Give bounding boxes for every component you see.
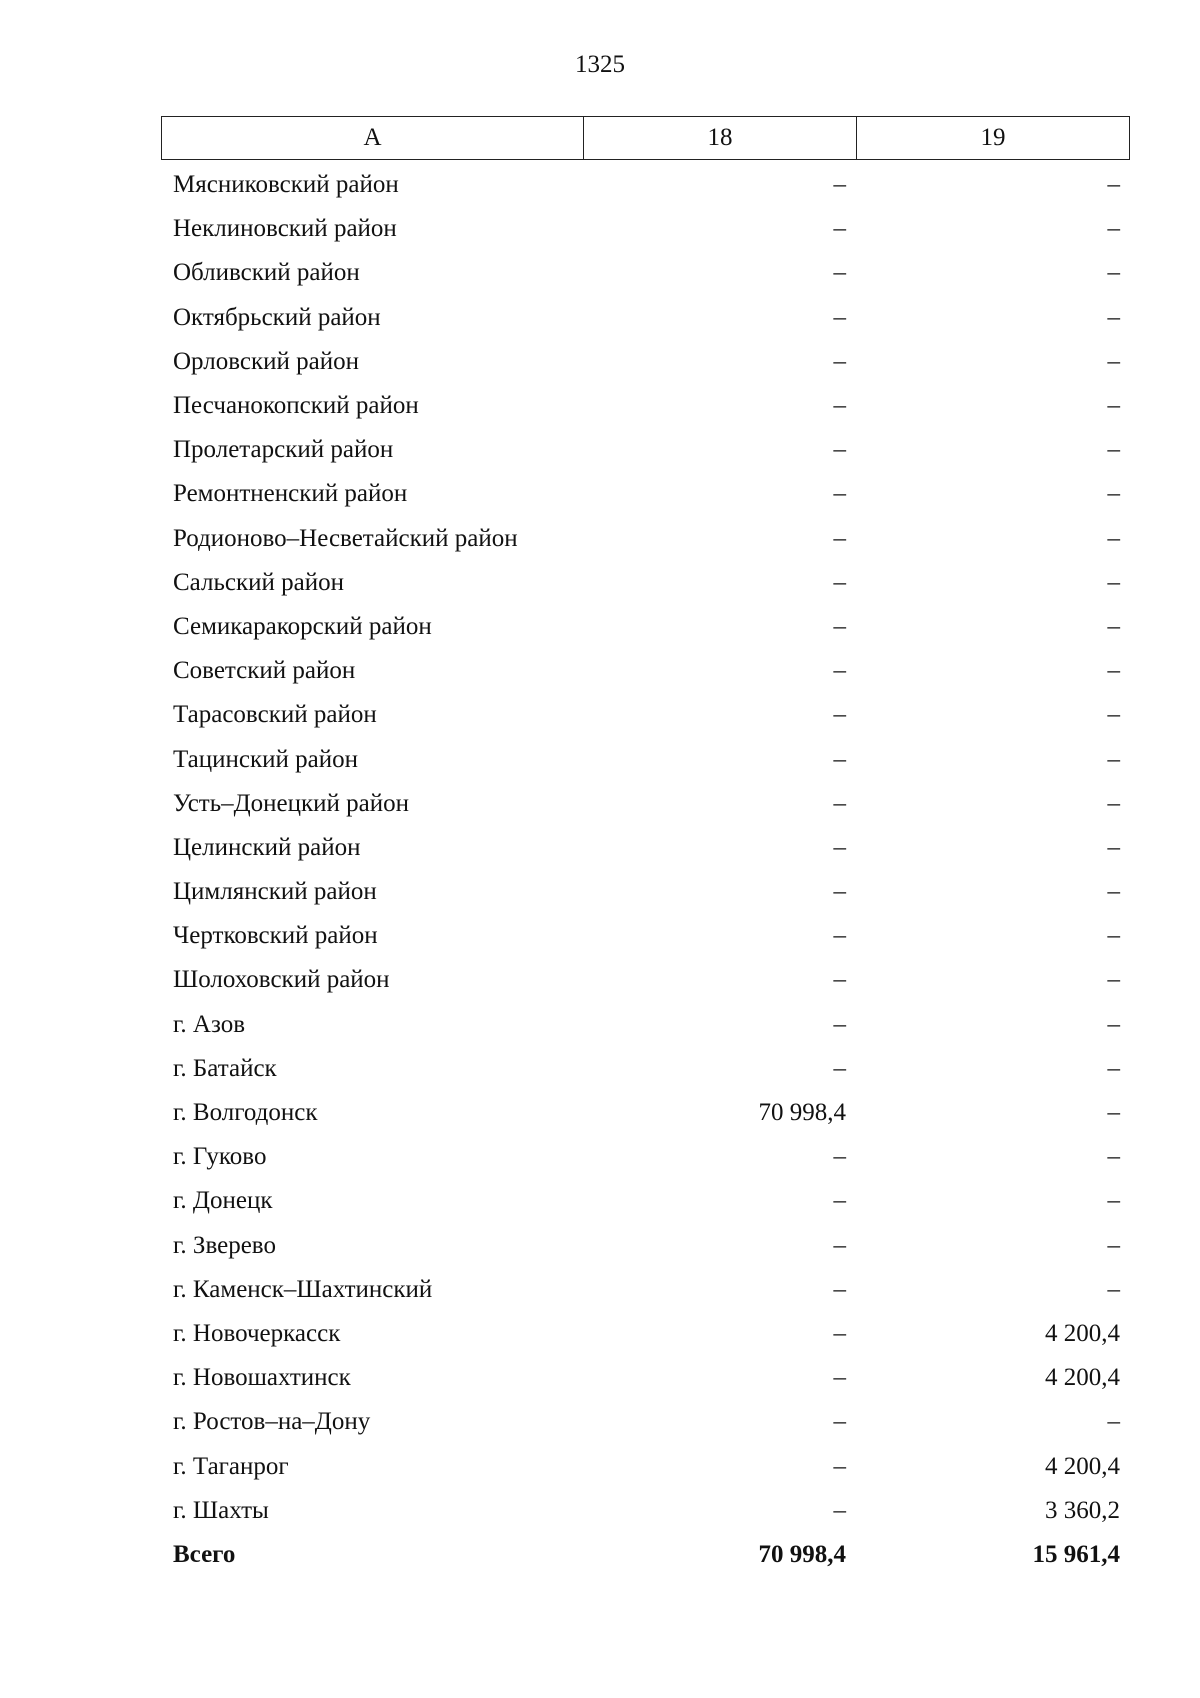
value-col-19: – [1107,1099,1120,1127]
row-name: Шолоховский район [173,966,390,994]
table-row [161,826,1130,870]
table-row [161,472,1130,516]
value-col-19: – [1107,171,1120,199]
value-col-19: – [1107,480,1120,508]
table-row [161,1489,1130,1533]
value-col-18: – [833,303,846,331]
table-row [161,1047,1130,1091]
value-col-18: – [833,215,846,243]
value-col-19: – [1107,833,1120,861]
total-row [161,1533,1130,1577]
row-name: Целинский район [173,833,361,861]
value-col-19: – [1107,966,1120,994]
value-col-18: 70 998,4 [758,1540,846,1568]
value-col-18: – [833,1231,846,1259]
table-row [161,1003,1130,1047]
table-row [161,1268,1130,1312]
value-col-19: – [1107,436,1120,464]
value-col-19: – [1107,1231,1120,1259]
value-col-19: – [1107,1187,1120,1215]
value-col-18: – [833,392,846,420]
value-col-18: – [833,1496,846,1524]
row-name: Советский район [173,657,356,685]
value-col-19: 4 200,4 [1045,1319,1120,1347]
table-row [161,296,1130,340]
table-header [161,116,1130,160]
value-col-19: – [1107,1408,1120,1436]
value-col-19: 4 200,4 [1045,1452,1120,1480]
value-col-18: – [833,833,846,861]
value-col-19: – [1107,259,1120,287]
value-col-18: 70 998,4 [758,1099,846,1127]
value-col-18: – [833,1143,846,1171]
row-name: Тацинский район [173,745,358,773]
value-col-18: – [833,568,846,596]
table-row [161,163,1130,207]
row-name: г. Батайск [173,1054,277,1082]
value-col-18: – [833,966,846,994]
value-col-19: 15 961,4 [1032,1540,1120,1568]
row-name: г. Шахты [173,1496,269,1524]
value-col-18: – [833,259,846,287]
value-col-19: – [1107,701,1120,729]
table-row [161,340,1130,384]
row-name: г. Азов [173,1010,246,1038]
value-col-18: – [833,701,846,729]
table-row [161,1224,1130,1268]
table-row [161,1444,1130,1488]
row-name: Неклиновский район [173,215,397,243]
value-col-19: – [1107,1054,1120,1082]
value-col-19: – [1107,745,1120,773]
value-col-19: – [1107,1143,1120,1171]
value-col-18: – [833,789,846,817]
value-col-18: – [833,480,846,508]
value-col-18: – [833,524,846,552]
value-col-19: – [1107,1275,1120,1303]
row-name: г. Зверево [173,1231,276,1259]
row-name: Песчанокопский район [173,392,419,420]
value-col-18: – [833,1275,846,1303]
row-name: г. Ростов–на–Дону [173,1408,371,1436]
row-name: Усть–Донецкий район [173,789,410,817]
row-name: г. Донецк [173,1187,273,1215]
table-row [161,251,1130,295]
row-name: Всего [173,1540,236,1568]
table-row [161,384,1130,428]
value-col-19: – [1107,215,1120,243]
value-col-19: – [1107,922,1120,950]
value-col-18: – [833,922,846,950]
value-col-19: 4 200,4 [1045,1364,1120,1392]
row-name: Чертковский район [173,922,378,950]
table-row [161,1135,1130,1179]
value-col-19: – [1107,1010,1120,1038]
table-row [161,1356,1130,1400]
row-name: Родионово–Несветайский район [173,524,518,552]
value-col-18: – [833,436,846,464]
column-header-18: 18 [584,117,857,159]
row-name: Ремонтненский район [173,480,408,508]
table-row [161,428,1130,472]
value-col-18: – [833,1054,846,1082]
value-col-18: – [833,657,846,685]
row-name: г. Новочеркасск [173,1319,341,1347]
row-name: г. Новошахтинск [173,1364,351,1392]
value-col-18: – [833,1010,846,1038]
table-row [161,870,1130,914]
table-row [161,605,1130,649]
table-row [161,1179,1130,1223]
value-col-19: – [1107,657,1120,685]
table-row [161,693,1130,737]
row-name: г. Таганрог [173,1452,289,1480]
value-col-19: – [1107,392,1120,420]
value-col-19: – [1107,524,1120,552]
value-col-18: – [833,1364,846,1392]
table-row [161,914,1130,958]
value-col-19: 3 360,2 [1045,1496,1120,1524]
table-row [161,782,1130,826]
row-name: Тарасовский район [173,701,377,729]
row-name: Сальский район [173,568,344,596]
row-name: Пролетарский район [173,436,394,464]
row-name: Орловский район [173,347,359,375]
row-name: Обливский район [173,259,360,287]
column-header-19: 19 [980,124,1006,151]
value-col-18: – [833,745,846,773]
row-name: Октябрьский район [173,303,381,331]
value-col-19: – [1107,303,1120,331]
table-row [161,1312,1130,1356]
table-row [161,1400,1130,1444]
value-col-18: – [833,347,846,375]
value-col-18: – [833,878,846,906]
table-row [161,517,1130,561]
value-col-18: – [833,1408,846,1436]
table-row [161,958,1130,1002]
row-name: г. Каменск–Шахтинский [173,1275,433,1303]
value-col-18: – [833,1452,846,1480]
value-col-19: – [1107,568,1120,596]
page-number: 1325 [575,51,625,78]
table-row [161,1091,1130,1135]
row-name: Цимлянский район [173,878,377,906]
row-name: г. Волгодонск [173,1099,318,1127]
table-body [161,163,1130,1577]
row-name: Семикаракорский район [173,612,432,640]
table-row [161,649,1130,693]
value-col-19: – [1107,878,1120,906]
column-header-a: А [162,117,584,159]
value-col-18: – [833,171,846,199]
value-col-18: – [833,612,846,640]
row-name: г. Гуково [173,1143,267,1171]
value-col-18: – [833,1319,846,1347]
table-row [161,737,1130,781]
table-row [161,207,1130,251]
table-row [161,561,1130,605]
value-col-18: – [833,1187,846,1215]
value-col-19: – [1107,612,1120,640]
budget-table [161,116,1130,1577]
row-name: Мясниковский район [173,171,399,199]
value-col-19: – [1107,789,1120,817]
value-col-19: – [1107,347,1120,375]
